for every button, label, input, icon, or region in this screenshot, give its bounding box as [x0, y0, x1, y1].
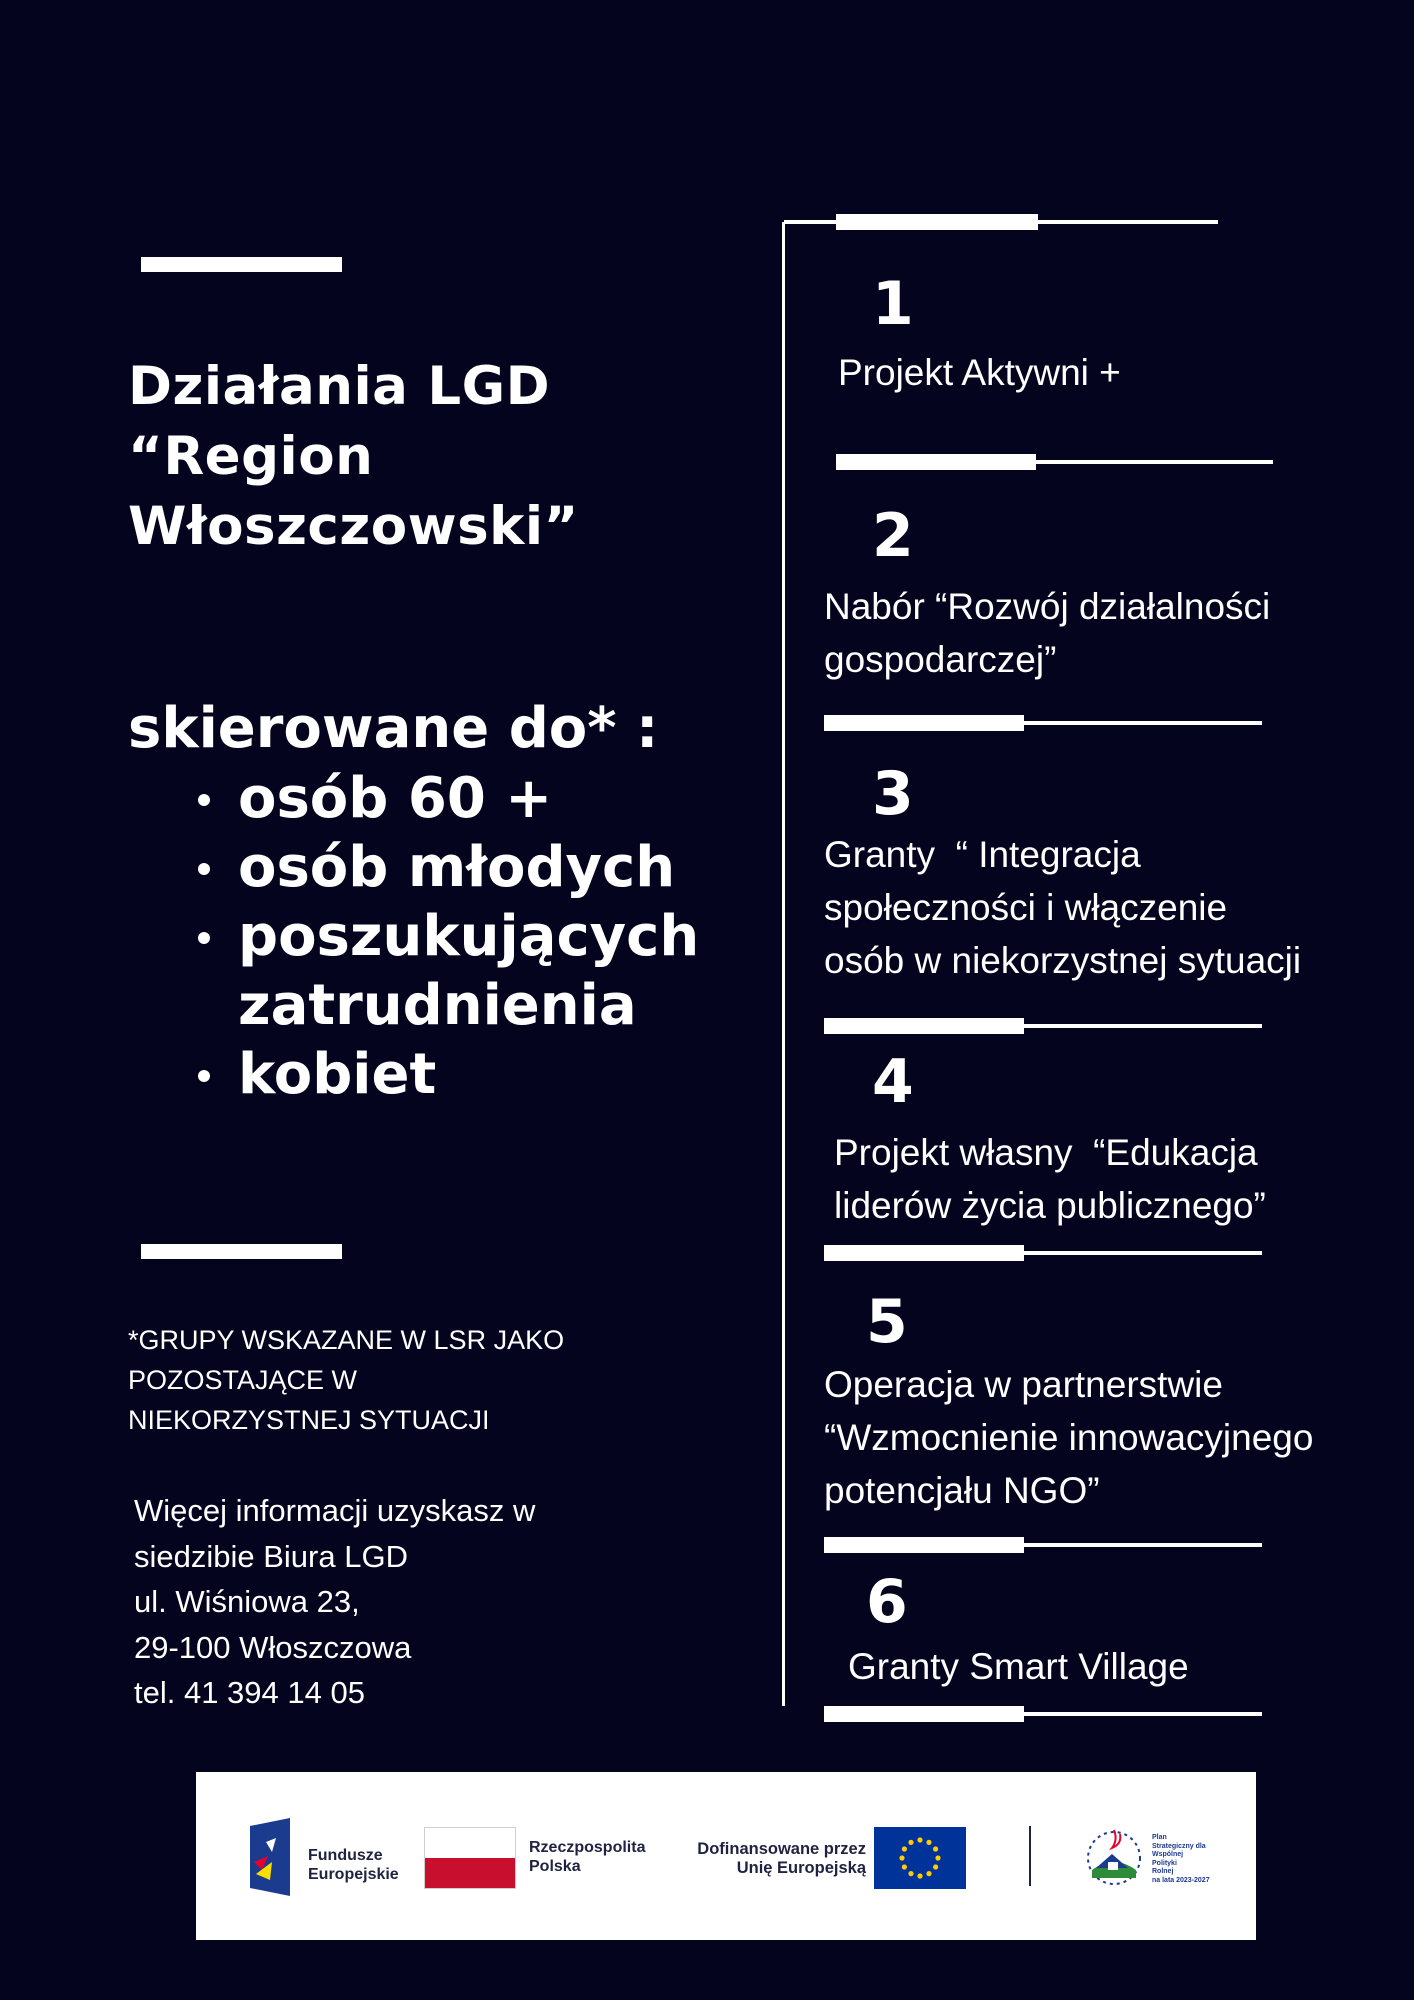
activity-number: 5: [866, 1287, 908, 1357]
logo-text-line: Rzeczpospolita: [529, 1839, 646, 1856]
activity-line: Projekt Aktywni +: [838, 352, 1121, 393]
title-line: “Region: [128, 426, 374, 487]
activity-text: [838, 346, 1398, 399]
top-left-divider: [141, 257, 342, 272]
timeline-divider-thick: [824, 715, 1024, 731]
activity-number: 1: [872, 269, 914, 339]
contact-line: siedzibie Biura LGD: [134, 1538, 408, 1574]
activity-line: Projekt własny “Edukacja: [834, 1132, 1258, 1173]
activity-number: 3: [872, 759, 914, 829]
plan-strategiczny-logo-icon: [1082, 1824, 1146, 1888]
rzeczpospolita-polska-text: [529, 1838, 645, 1876]
activity-line: Operacja w partnerstwie: [824, 1364, 1223, 1405]
target-group-item: kobiet: [190, 1040, 699, 1109]
activity-text: [824, 580, 1384, 686]
contact-line: Więcej informacji uzyskasz w: [134, 1493, 536, 1528]
title-line: Włoszczowski”: [128, 496, 579, 557]
logo-text-line: Strategiczny dla: [1152, 1842, 1206, 1850]
activity-line: potencjału NGO”: [824, 1470, 1100, 1511]
activity-text: [834, 1126, 1394, 1232]
target-group-item: osób młodych: [190, 833, 699, 902]
contact-line: 29-100 Włoszczowa: [134, 1629, 412, 1665]
activity-text: [848, 1640, 1408, 1693]
logo-text-line: Plan: [1152, 1834, 1167, 1841]
timeline-divider-thick: [836, 214, 1038, 230]
target-group-item-continued: zatrudnienia: [238, 973, 637, 1038]
logo-text-line: Rolnej: [1152, 1868, 1174, 1875]
logo-text-line: Europejskie: [308, 1866, 399, 1883]
logo-text-line: Dofinansowane przez: [697, 1840, 866, 1858]
activity-number: 6: [866, 1567, 908, 1637]
timeline-vertical-line: [782, 222, 785, 1706]
activity-line: Nabór “Rozwój działalności: [824, 586, 1271, 627]
eu-flag-icon: [874, 1827, 966, 1889]
footnote: [128, 1320, 648, 1440]
logo-text-line: na lata 2023-2027: [1152, 1876, 1210, 1884]
activity-line: Granty Smart Village: [848, 1646, 1189, 1687]
activity-line: osób w niekorzystnej sytuacji: [824, 940, 1302, 981]
footnote-line: *GRUPY WSKAZANE W LSR JAKO: [128, 1325, 565, 1355]
eu-cofinancing-text: [666, 1840, 866, 1878]
contact-info: [134, 1488, 654, 1716]
target-group-item: osób 60 +: [190, 764, 699, 833]
activity-line: “Wzmocnienie innowacyjnego: [824, 1417, 1314, 1458]
activity-line: gospodarczej”: [824, 639, 1057, 680]
footnote-line: NIEKORZYSTNEJ SYTUACJI: [128, 1405, 490, 1435]
timeline-divider-thick: [824, 1537, 1024, 1553]
logo-text-line: Wspólnej: [1152, 1851, 1184, 1858]
timeline-divider-thick: [824, 1706, 1024, 1722]
bottom-left-divider: [141, 1244, 342, 1259]
fundusze-europejskie-logo-icon: [250, 1818, 292, 1896]
logo-text-line: Polityki: [1152, 1859, 1177, 1867]
activity-line: społeczności i włączenie: [824, 887, 1228, 928]
page-title: [128, 352, 688, 562]
activity-text: [824, 1358, 1404, 1517]
target-heading: skierowane do* :: [128, 696, 659, 761]
logo-text-line: Unię Europejską: [736, 1859, 866, 1877]
contact-line: tel. 41 394 14 05: [134, 1675, 365, 1710]
logo-text-line: Fundusze: [308, 1847, 383, 1864]
activity-line: Granty “ Integracja: [824, 834, 1141, 875]
title-line: Działania LGD: [128, 356, 551, 417]
activity-number: 2: [872, 501, 914, 571]
timeline-divider-thick: [824, 1018, 1024, 1034]
logo-separator: [1029, 1826, 1031, 1886]
activity-text: [824, 828, 1384, 987]
funding-logos-strip: [196, 1772, 1256, 1940]
contact-line: ul. Wiśniowa 23,: [134, 1584, 360, 1619]
polish-flag-icon: [424, 1827, 516, 1889]
fundusze-europejskie-text: [308, 1846, 399, 1884]
timeline-divider-thick: [824, 1245, 1024, 1261]
footnote-line: POZOSTAJĄCE W: [128, 1365, 358, 1395]
logo-text-line: Polska: [529, 1858, 581, 1875]
activity-line: liderów życia publicznego”: [834, 1185, 1266, 1226]
timeline-divider-thick: [836, 454, 1036, 470]
plan-strategiczny-text: [1152, 1834, 1210, 1885]
activity-number: 4: [872, 1047, 914, 1117]
target-group-item: poszukujących: [190, 902, 699, 971]
target-groups-list: [190, 764, 699, 1109]
